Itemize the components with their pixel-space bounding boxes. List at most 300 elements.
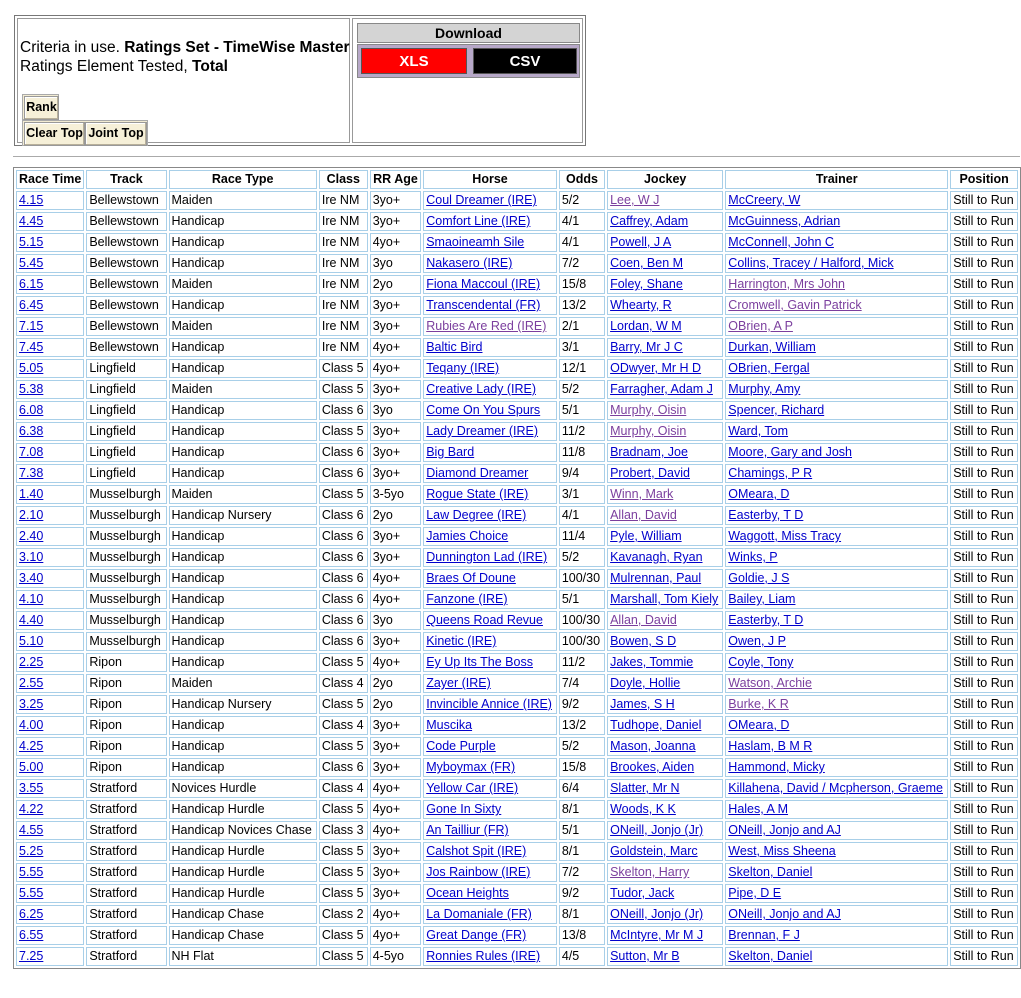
cell-race-type: Handicap — [169, 401, 317, 420]
horse-link[interactable]: Gone In Sixty — [426, 802, 502, 816]
jockey-link[interactable]: Sutton, Mr B — [610, 949, 680, 963]
jockey-link[interactable]: ODwyer, Mr H D — [610, 361, 702, 375]
race-time-link[interactable]: 7.25 — [19, 949, 44, 963]
cell-race-time — [16, 254, 84, 273]
cell-race-type: Handicap — [169, 359, 317, 378]
cell-class: Class 5 — [319, 884, 368, 903]
horse-link[interactable]: Comfort Line (IRE) — [426, 214, 531, 228]
cell-jockey — [607, 317, 723, 336]
race-time-link[interactable]: 5.55 — [19, 865, 44, 879]
cell-trainer — [725, 716, 948, 735]
trainer-link[interactable]: Hales, A M — [728, 802, 789, 816]
horse-link[interactable]: Queens Road Revue — [426, 613, 543, 627]
cell-track: Musselburgh — [86, 485, 166, 504]
cell-horse — [423, 611, 557, 630]
cell-race-time — [16, 569, 84, 588]
horse-link[interactable]: Teqany (IRE) — [426, 361, 500, 375]
horse-link[interactable]: Invincible Annice (IRE) — [426, 697, 552, 711]
horse-link[interactable]: Diamond Dreamer — [426, 466, 529, 480]
trainer-link[interactable]: Winks, P — [728, 550, 778, 564]
race-time-link[interactable]: 2.40 — [19, 529, 44, 543]
race-time-link[interactable]: 5.10 — [19, 634, 44, 648]
cell-position: Still to Run — [950, 905, 1018, 924]
column-header-rr-age: RR Age — [370, 170, 422, 189]
criteria-text — [20, 38, 350, 76]
trainer-link[interactable]: Waggott, Miss Tracy — [728, 529, 842, 543]
csv-download-button[interactable]: CSV — [473, 48, 577, 74]
cell-horse — [423, 380, 557, 399]
cell-jockey — [607, 863, 723, 882]
cell-race-type: Maiden — [169, 275, 317, 294]
horse-link[interactable]: Dunnington Lad (IRE) — [426, 550, 548, 564]
cell-race-time — [16, 758, 84, 777]
jockey-link[interactable]: Bradnam, Joe — [610, 445, 688, 459]
trainer-link[interactable]: Cromwell, Gavin Patrick — [728, 298, 862, 312]
trainer-link[interactable]: ONeill, Jonjo and AJ — [728, 823, 841, 837]
cell-rr-age: 3yo+ — [370, 527, 422, 546]
cell-race-time — [16, 842, 84, 861]
jockey-link[interactable]: Woods, K K — [610, 802, 676, 816]
cell-rr-age: 4yo+ — [370, 926, 422, 945]
cell-class: Class 3 — [319, 821, 368, 840]
trainer-link[interactable]: OMeara, D — [728, 718, 790, 732]
jockey-link[interactable]: Tudhope, Daniel — [610, 718, 702, 732]
cell-horse — [423, 947, 557, 966]
trainer-link[interactable]: Spencer, Richard — [728, 403, 825, 417]
cell-track: Musselburgh — [86, 632, 166, 651]
jockey-link[interactable]: Murphy, Oisin — [610, 424, 687, 438]
trainer-link[interactable]: Killahena, David / Mcpherson, Graeme — [728, 781, 943, 795]
cell-horse — [423, 233, 557, 252]
race-time-link[interactable]: 4.22 — [19, 802, 44, 816]
table-row — [16, 506, 1018, 525]
cell-odds: 13/8 — [559, 926, 605, 945]
race-time-link[interactable]: 3.55 — [19, 781, 44, 795]
race-time-link[interactable]: 2.25 — [19, 655, 44, 669]
cell-class: Class 4 — [319, 779, 368, 798]
cell-jockey — [607, 611, 723, 630]
horse-link[interactable]: Jos Rainbow (IRE) — [426, 865, 531, 879]
jockey-link[interactable]: Jakes, Tommie — [610, 655, 694, 669]
rank-button[interactable]: Rank — [24, 96, 59, 120]
race-time-link[interactable]: 4.55 — [19, 823, 44, 837]
cell-jockey — [607, 380, 723, 399]
horse-link[interactable]: Ronnies Rules (IRE) — [426, 949, 541, 963]
cell-odds: 4/1 — [559, 233, 605, 252]
trainer-link[interactable]: Skelton, Daniel — [728, 949, 813, 963]
cell-race-type: Handicap Hurdle — [169, 863, 317, 882]
cell-position: Still to Run — [950, 569, 1018, 588]
trainer-link[interactable]: Hammond, Micky — [728, 760, 825, 774]
cell-race-time — [16, 863, 84, 882]
jockey-link[interactable]: ONeill, Jonjo (Jr) — [610, 823, 704, 837]
jockey-link[interactable]: Skelton, Harry — [610, 865, 690, 879]
trainer-link[interactable]: Watson, Archie — [728, 676, 812, 690]
cell-trainer — [725, 254, 948, 273]
cell-trainer — [725, 401, 948, 420]
cell-race-time — [16, 401, 84, 420]
horse-link[interactable]: Fanzone (IRE) — [426, 592, 508, 606]
horse-link[interactable]: Transcendental (FR) — [426, 298, 541, 312]
table-row — [16, 695, 1018, 714]
race-time-link[interactable]: 5.38 — [19, 382, 44, 396]
cell-position: Still to Run — [950, 632, 1018, 651]
cell-trainer — [725, 800, 948, 819]
horse-link[interactable]: Creative Lady (IRE) — [426, 382, 536, 396]
cell-horse — [423, 590, 557, 609]
horse-link[interactable]: Rogue State (IRE) — [426, 487, 529, 501]
jockey-link[interactable]: Doyle, Hollie — [610, 676, 681, 690]
trainer-link[interactable]: Ward, Tom — [728, 424, 789, 438]
column-header-track: Track — [86, 170, 166, 189]
cell-rr-age: 3yo — [370, 611, 422, 630]
table-row — [16, 863, 1018, 882]
trainer-link[interactable]: Owen, J P — [728, 634, 786, 648]
column-header-race-type: Race Type — [169, 170, 317, 189]
xls-download-button[interactable]: XLS — [361, 48, 467, 74]
cell-horse — [423, 548, 557, 567]
cell-track: Musselburgh — [86, 548, 166, 567]
race-time-link[interactable]: 4.00 — [19, 718, 44, 732]
cell-race-type: NH Flat — [169, 947, 317, 966]
jockey-link[interactable]: Tudor, Jack — [610, 886, 675, 900]
cell-odds: 11/8 — [559, 443, 605, 462]
trainer-link[interactable]: ONeill, Jonjo and AJ — [728, 907, 841, 921]
trainer-link[interactable]: Murphy, Amy — [728, 382, 801, 396]
cell-track: Bellewstown — [86, 296, 166, 315]
table-row — [16, 548, 1018, 567]
cell-race-time — [16, 443, 84, 462]
trainer-link[interactable]: McConnell, John C — [728, 235, 834, 249]
cell-trainer — [725, 338, 948, 357]
cell-rr-age: 3yo+ — [370, 296, 422, 315]
horse-link[interactable]: Big Bard — [426, 445, 475, 459]
jockey-link[interactable]: Whearty, R — [610, 298, 672, 312]
trainer-link[interactable]: Moore, Gary and Josh — [728, 445, 852, 459]
cell-rr-age: 3yo — [370, 401, 422, 420]
table-row — [16, 779, 1018, 798]
jockey-link[interactable]: Foley, Shane — [610, 277, 683, 291]
horse-link[interactable]: Fiona Maccoul (IRE) — [426, 277, 541, 291]
jockey-link[interactable]: Mason, Joanna — [610, 739, 696, 753]
jockey-link[interactable]: Slatter, Mr N — [610, 781, 680, 795]
jockey-link[interactable]: Powell, J A — [610, 235, 672, 249]
table-row — [16, 296, 1018, 315]
cell-race-type: Handicap — [169, 758, 317, 777]
cell-horse — [423, 863, 557, 882]
cell-race-time — [16, 212, 84, 231]
jockey-link[interactable]: Mulrennan, Paul — [610, 571, 702, 585]
cell-jockey — [607, 842, 723, 861]
cell-odds: 9/4 — [559, 464, 605, 483]
cell-race-type: Maiden — [169, 317, 317, 336]
cell-jockey — [607, 275, 723, 294]
jockey-link[interactable]: Coen, Ben M — [610, 256, 684, 270]
cell-position: Still to Run — [950, 821, 1018, 840]
race-time-link[interactable]: 7.38 — [19, 466, 44, 480]
cell-race-time — [16, 548, 84, 567]
cell-odds: 8/1 — [559, 800, 605, 819]
cell-class: Class 6 — [319, 401, 368, 420]
cell-class: Ire NM — [319, 254, 368, 273]
race-time-link[interactable]: 7.45 — [19, 340, 44, 354]
cell-race-time — [16, 884, 84, 903]
table-row — [16, 338, 1018, 357]
cell-odds: 9/2 — [559, 884, 605, 903]
trainer-link[interactable]: Collins, Tracey / Halford, Mick — [728, 256, 894, 270]
cell-trainer — [725, 737, 948, 756]
cell-odds: 11/2 — [559, 422, 605, 441]
cell-horse — [423, 800, 557, 819]
cell-jockey — [607, 716, 723, 735]
horse-link[interactable]: An Tailliur (FR) — [426, 823, 509, 837]
cell-odds: 3/1 — [559, 485, 605, 504]
race-time-link[interactable]: 5.05 — [19, 361, 44, 375]
table-row — [16, 674, 1018, 693]
horse-link[interactable]: Calshot Spit (IRE) — [426, 844, 527, 858]
table-row — [16, 737, 1018, 756]
cell-jockey — [607, 338, 723, 357]
race-time-link[interactable]: 7.08 — [19, 445, 44, 459]
cell-trainer — [725, 905, 948, 924]
race-time-link[interactable]: 3.10 — [19, 550, 44, 564]
table-row — [16, 464, 1018, 483]
cell-track: Ripon — [86, 695, 166, 714]
table-header-row — [16, 170, 1018, 189]
jockey-link[interactable]: Goldstein, Marc — [610, 844, 698, 858]
cell-track: Stratford — [86, 800, 166, 819]
cell-class: Class 5 — [319, 947, 368, 966]
jockey-link[interactable]: Pyle, William — [610, 529, 682, 543]
cell-race-type: Handicap Nursery — [169, 695, 317, 714]
jockey-link[interactable]: Marshall, Tom Kiely — [610, 592, 719, 606]
cell-class: Class 6 — [319, 506, 368, 525]
race-time-link[interactable]: 4.40 — [19, 613, 44, 627]
race-time-link[interactable]: 4.15 — [19, 193, 44, 207]
race-time-link[interactable]: 1.40 — [19, 487, 44, 501]
cell-race-type: Handicap — [169, 548, 317, 567]
cell-position: Still to Run — [950, 695, 1018, 714]
trainer-link[interactable]: OMeara, D — [728, 487, 790, 501]
table-row — [16, 800, 1018, 819]
cell-odds: 6/4 — [559, 779, 605, 798]
cell-rr-age: 3yo+ — [370, 758, 422, 777]
trainer-link[interactable]: Skelton, Daniel — [728, 865, 813, 879]
cell-track: Lingfield — [86, 422, 166, 441]
column-header-horse: Horse — [423, 170, 557, 189]
cell-position: Still to Run — [950, 527, 1018, 546]
cell-race-time — [16, 905, 84, 924]
race-time-link[interactable]: 6.55 — [19, 928, 44, 942]
cell-race-type: Handicap — [169, 233, 317, 252]
race-time-link[interactable]: 3.40 — [19, 571, 44, 585]
cell-race-time — [16, 464, 84, 483]
horse-link[interactable]: Zayer (IRE) — [426, 676, 491, 690]
race-time-link[interactable]: 7.15 — [19, 319, 44, 333]
trainer-link[interactable]: Bailey, Liam — [728, 592, 796, 606]
horse-link[interactable]: Myboymax (FR) — [426, 760, 516, 774]
cell-jockey — [607, 926, 723, 945]
trainer-link[interactable]: OBrien, A P — [728, 319, 793, 333]
jockey-link[interactable]: Barry, Mr J C — [610, 340, 683, 354]
jockey-link[interactable]: ONeill, Jonjo (Jr) — [610, 907, 704, 921]
cell-trainer — [725, 590, 948, 609]
cell-horse — [423, 905, 557, 924]
cell-race-time — [16, 590, 84, 609]
jockey-link[interactable]: Bowen, S D — [610, 634, 677, 648]
trainer-link[interactable]: Burke, K R — [728, 697, 789, 711]
jockey-link[interactable]: Winn, Mark — [610, 487, 674, 501]
cell-rr-age: 3yo+ — [370, 632, 422, 651]
cell-track: Musselburgh — [86, 527, 166, 546]
cell-class: Class 4 — [319, 716, 368, 735]
cell-class: Class 6 — [319, 632, 368, 651]
cell-class: Class 6 — [319, 548, 368, 567]
cell-trainer — [725, 674, 948, 693]
cell-position: Still to Run — [950, 548, 1018, 567]
cell-trainer — [725, 695, 948, 714]
horse-link[interactable]: Lady Dreamer (IRE) — [426, 424, 539, 438]
horse-link[interactable]: Kinetic (IRE) — [426, 634, 497, 648]
race-time-link[interactable]: 6.45 — [19, 298, 44, 312]
cell-race-time — [16, 296, 84, 315]
cell-race-time — [16, 695, 84, 714]
race-time-link[interactable]: 5.00 — [19, 760, 44, 774]
race-time-link[interactable]: 5.15 — [19, 235, 44, 249]
race-time-link[interactable]: 2.10 — [19, 508, 44, 522]
trainer-link[interactable]: Goldie, J S — [728, 571, 790, 585]
horse-link[interactable]: Law Degree (IRE) — [426, 508, 527, 522]
jockey-link[interactable]: Allan, David — [610, 508, 677, 522]
table-row — [16, 569, 1018, 588]
cell-class: Class 6 — [319, 590, 368, 609]
trainer-link[interactable]: McCreery, W — [728, 193, 801, 207]
horse-link[interactable]: Ey Up Its The Boss — [426, 655, 533, 669]
cell-odds: 5/1 — [559, 821, 605, 840]
cell-track: Ripon — [86, 737, 166, 756]
horse-link[interactable]: Braes Of Doune — [426, 571, 516, 585]
jockey-link[interactable]: Probert, David — [610, 466, 690, 480]
trainer-link[interactable]: Chamings, P R — [728, 466, 813, 480]
cell-jockey — [607, 884, 723, 903]
horse-link[interactable]: Ocean Heights — [426, 886, 509, 900]
cell-horse — [423, 884, 557, 903]
jockey-link[interactable]: Allan, David — [610, 613, 677, 627]
horse-link[interactable]: Muscika — [426, 718, 473, 732]
race-time-link[interactable]: 4.25 — [19, 739, 44, 753]
cell-odds: 5/2 — [559, 380, 605, 399]
race-time-link[interactable]: 5.45 — [19, 256, 44, 270]
clear-top-button[interactable]: Clear Top — [24, 122, 85, 146]
joint-top-button[interactable]: Joint Top — [85, 122, 147, 146]
trainer-link[interactable]: Easterby, T D — [728, 613, 804, 627]
race-time-link[interactable]: 5.25 — [19, 844, 44, 858]
race-time-link[interactable]: 6.15 — [19, 277, 44, 291]
cell-class: Ire NM — [319, 275, 368, 294]
cell-horse — [423, 422, 557, 441]
horse-link[interactable]: Code Purple — [426, 739, 496, 753]
race-time-link[interactable]: 3.25 — [19, 697, 44, 711]
trainer-link[interactable]: Harrington, Mrs John — [728, 277, 846, 291]
cell-jockey — [607, 653, 723, 672]
column-header-class: Class — [319, 170, 368, 189]
jockey-link[interactable]: Brookes, Aiden — [610, 760, 695, 774]
top-buttons-frame — [22, 120, 148, 146]
jockey-link[interactable]: Farragher, Adam J — [610, 382, 713, 396]
trainer-link[interactable]: Haslam, B M R — [728, 739, 813, 753]
cell-jockey — [607, 695, 723, 714]
cell-trainer — [725, 485, 948, 504]
jockey-link[interactable]: Caffrey, Adam — [610, 214, 689, 228]
jockey-link[interactable]: Kavanagh, Ryan — [610, 550, 703, 564]
trainer-link[interactable]: OBrien, Fergal — [728, 361, 810, 375]
race-time-link[interactable]: 6.08 — [19, 403, 44, 417]
race-time-link[interactable]: 2.55 — [19, 676, 44, 690]
cell-rr-age: 4yo+ — [370, 905, 422, 924]
race-time-link[interactable]: 5.55 — [19, 886, 44, 900]
horse-link[interactable]: Coul Dreamer (IRE) — [426, 193, 537, 207]
horse-link[interactable]: Smaoineamh Sile — [426, 235, 525, 249]
cell-position: Still to Run — [950, 317, 1018, 336]
cell-race-type: Maiden — [169, 191, 317, 210]
trainer-link[interactable]: Easterby, T D — [728, 508, 804, 522]
jockey-link[interactable]: Lordan, W M — [610, 319, 682, 333]
cell-odds: 5/2 — [559, 737, 605, 756]
cell-race-type: Handicap — [169, 569, 317, 588]
cell-position: Still to Run — [950, 464, 1018, 483]
cell-trainer — [725, 443, 948, 462]
cell-trainer — [725, 548, 948, 567]
horse-link[interactable]: Rubies Are Red (IRE) — [426, 319, 547, 333]
table-row — [16, 380, 1018, 399]
race-time-link[interactable]: 6.25 — [19, 907, 44, 921]
trainer-link[interactable]: McGuinness, Adrian — [728, 214, 841, 228]
column-header-jockey: Jockey — [607, 170, 723, 189]
trainer-link[interactable]: Brennan, F J — [728, 928, 800, 942]
trainer-link[interactable]: West, Miss Sheena — [728, 844, 836, 858]
cell-track: Bellewstown — [86, 317, 166, 336]
jockey-link[interactable]: Lee, W J — [610, 193, 660, 207]
race-time-link[interactable]: 4.45 — [19, 214, 44, 228]
horse-link[interactable]: Great Dange (FR) — [426, 928, 527, 942]
cell-odds: 7/4 — [559, 674, 605, 693]
trainer-link[interactable]: Coyle, Tony — [728, 655, 794, 669]
trainer-link[interactable]: Pipe, D E — [728, 886, 782, 900]
race-time-link[interactable]: 6.38 — [19, 424, 44, 438]
cell-position: Still to Run — [950, 947, 1018, 966]
cell-odds: 13/2 — [559, 716, 605, 735]
jockey-link[interactable]: Murphy, Oisin — [610, 403, 687, 417]
cell-class: Class 6 — [319, 527, 368, 546]
race-time-link[interactable]: 4.10 — [19, 592, 44, 606]
cell-race-time — [16, 716, 84, 735]
cell-odds: 5/2 — [559, 191, 605, 210]
horse-link[interactable]: Yellow Car (IRE) — [426, 781, 519, 795]
cell-class: Class 5 — [319, 422, 368, 441]
jockey-link[interactable]: James, S H — [610, 697, 675, 711]
horse-link[interactable]: La Domaniale (FR) — [426, 907, 532, 921]
cell-position: Still to Run — [950, 926, 1018, 945]
jockey-link[interactable]: McIntyre, Mr M J — [610, 928, 704, 942]
horse-link[interactable]: Baltic Bird — [426, 340, 483, 354]
cell-position: Still to Run — [950, 485, 1018, 504]
trainer-link[interactable]: Durkan, William — [728, 340, 816, 354]
cell-class: Class 2 — [319, 905, 368, 924]
horse-link[interactable]: Come On You Spurs — [426, 403, 541, 417]
horse-link[interactable]: Nakasero (IRE) — [426, 256, 513, 270]
horse-link[interactable]: Jamies Choice — [426, 529, 509, 543]
cell-jockey — [607, 737, 723, 756]
